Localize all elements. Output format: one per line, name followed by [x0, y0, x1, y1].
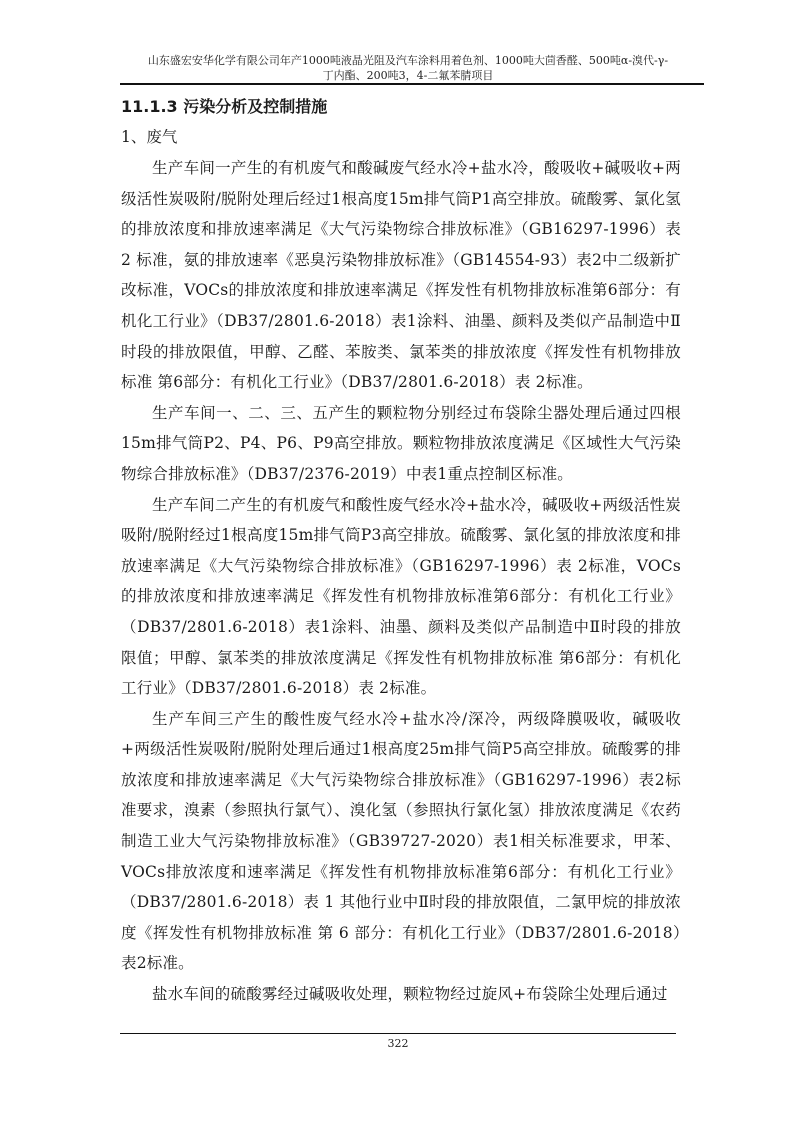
header-line-2: 丁内酯、200吨3，4-二氟苯腈项目 — [322, 69, 494, 82]
section-title: 11.1.3 污染分析及控制措施 — [121, 97, 328, 116]
header-divider — [120, 83, 704, 85]
page-content — [121, 92, 681, 1010]
header-line-1: 山东盛宏安华化学有限公司年产1000吨液晶光阻及汽车涂料用着色剂、1000吨大茴香醛、500吨α-溴代-γ- — [147, 54, 669, 67]
page-number: 322 — [387, 1037, 409, 1050]
paragraph-particulate: 生产车间一、二、三、五产生的颗粒物分别经过布袋除尘器处理后通过四根15m排气筒P2、P4、P6、P9高空排放。颗粒物排放浓度满足《区域性大气污染物综合排放标准》（DB37/2376-2019）中表1重点控制区标准。 — [121, 403, 681, 483]
paragraph-workshop-3-exhaust: 生产车间三产生的酸性废气经水冷+盐水冷/深冷，两级降膜吸收，碱吸收+两级活性炭吸附/脱附处理后通过1根高度25m排气筒P5高空排放。硫酸雾的排放浓度和排放速率满足《大气污染物综合排放标准》（GB16297-1996）表2标准要求，溴素（参照执行氯气）、溴化氢（参照执行氯化氢）排放浓度满足《农药制造工业大气污染物排放标准》（GB39727-2020）表1相关标准要求，甲苯、VOCs排放浓度和速率满足《挥发性有机物排放标准第6部分：有机化工行业》（DB37/2801.6-2018）表 1 其他行业中Ⅱ时段的排放限值，二氯甲烷的排放浓度《挥发性有机物排放标准 第 6 部分：有机化工行业》（DB37/2801.6-2018）表2标准。 — [121, 709, 681, 973]
paragraph-workshop-2-exhaust: 生产车间二产生的有机废气和酸性废气经水冷+盐水冷，碱吸收+两级活性炭吸附/脱附经过1根高度15m排气筒P3高空排放。硫酸雾、氯化氢的排放浓度和排放速率满足《大气污染物综合排放标准》（GB16297-1996）表 2标准，VOCs的排放浓度和排放速率满足《挥发性有机物排放标准第6部分：有机化工行业》（DB37/2801.6-2018）表1涂料、油墨、颜料及类似产品制造中Ⅱ时段的排放限值；甲醇、氯苯类的排放浓度满足《挥发性有机物排放标准 第6部分：有机化工行业》（DB37/2801.6-2018）表 2标准。 — [121, 495, 681, 698]
paragraph-brine-workshop: 盐水车间的硫酸雾经过碱吸收处理，颗粒物经过旋风+布袋除尘处理后通过 — [152, 985, 668, 1004]
paragraph-workshop-1-exhaust: 生产车间一产生的有机废气和酸碱废气经水冷+盐水冷，酸吸收+碱吸收+两级活性炭吸附/脱附处理后经过1根高度15m排气筒P1高空排放。硫酸雾、氯化氢的排放浓度和排放速率满足《大气污染物综合排放标准》（GB16297-1996）表 2 标准，氨的排放速率《恶臭污染物排放标准》（GB14554-93）表2中二级新扩改标准，VOCs的排放浓度和排放速率满足《挥发性有机物排放标准第6部分：有机化工行业》（DB37/2801.6-2018）表1涂料、油墨、颜料及类似产品制造中Ⅱ时段的排放限值，甲醇、乙醛、苯胺类、氯苯类的排放浓度《挥发性有机物排放标准 第6部分：有机化工行业》（DB37/2801.6-2018）表 2标准。 — [121, 159, 681, 392]
footer-divider — [120, 1033, 676, 1034]
page-header — [110, 53, 706, 83]
item-heading: 1、废气 — [121, 128, 178, 146]
